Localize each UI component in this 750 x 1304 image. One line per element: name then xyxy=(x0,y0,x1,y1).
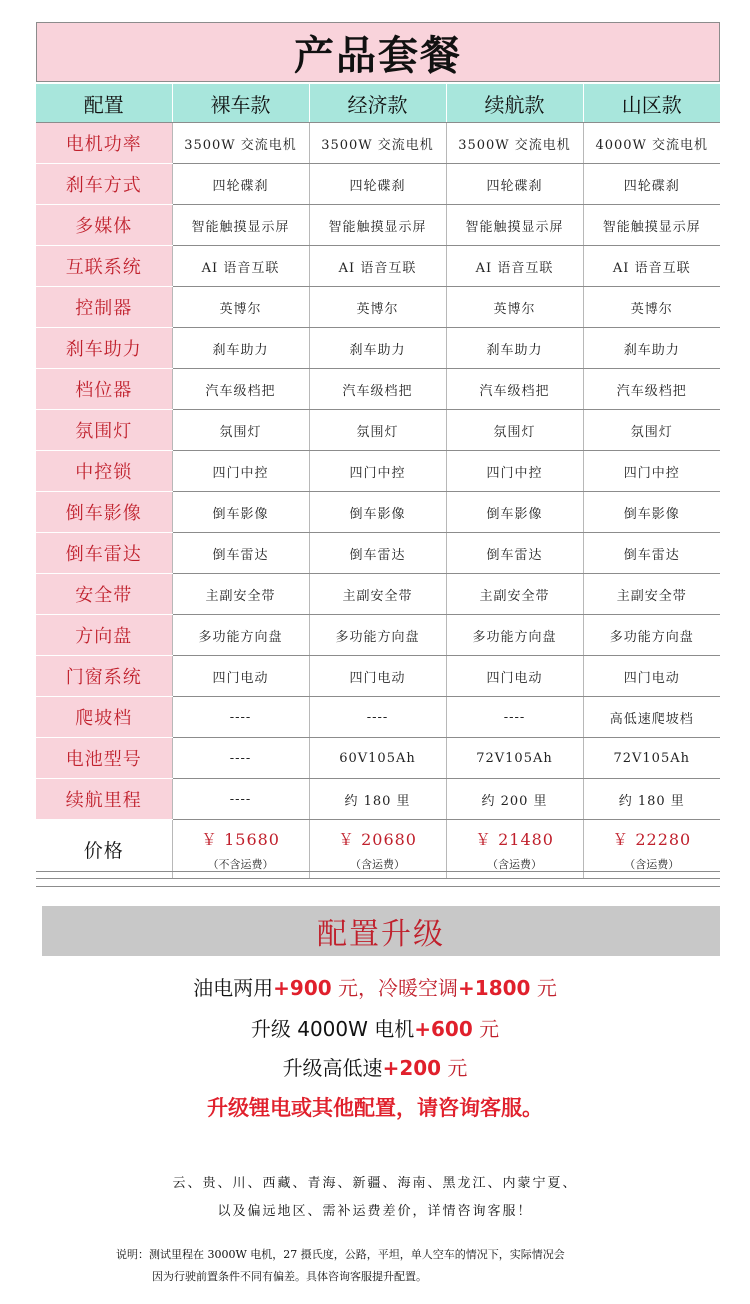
row-label: 门窗系统 xyxy=(36,656,172,697)
upgrade-price: +1800 xyxy=(458,976,531,1000)
row-label: 倒车雷达 xyxy=(36,533,172,574)
table-cell: 英博尔 xyxy=(583,287,720,328)
table-cell: 四轮碟刹 xyxy=(172,164,309,205)
divider-line xyxy=(36,886,720,887)
table-cell: 约 180 里 xyxy=(583,779,720,820)
table-cell: 汽车级档把 xyxy=(446,369,583,410)
table-cell: ---- xyxy=(172,779,309,820)
table-cell: 约 180 里 xyxy=(309,779,446,820)
upgrade-text: 元，冷暖空调 xyxy=(331,976,459,1000)
header-range: 续航款 xyxy=(446,84,583,123)
table-cell: 氛围灯 xyxy=(446,410,583,451)
price-note: （含运费） xyxy=(350,857,405,871)
table-header-row xyxy=(36,84,720,123)
table-cell: 四轮碟刹 xyxy=(446,164,583,205)
table-cell: ---- xyxy=(172,738,309,779)
price-label: 价格 xyxy=(36,820,172,879)
table-row xyxy=(36,123,720,164)
table-cell: 智能触摸显示屏 xyxy=(446,205,583,246)
table-cell: 主副安全带 xyxy=(309,574,446,615)
upgrade-line-3 xyxy=(0,1052,750,1081)
table-cell: 72V105Ah xyxy=(446,738,583,779)
header-config: 配置 xyxy=(36,84,172,123)
price-value: ￥ 15680 xyxy=(201,829,280,849)
table-cell: 英博尔 xyxy=(172,287,309,328)
table-cell: 英博尔 xyxy=(446,287,583,328)
upgrade-text: 元 xyxy=(530,976,557,1000)
table-row xyxy=(36,369,720,410)
footnote-2: 因为行驶前置条件不同有偏差。具体咨询客服提升配置。 xyxy=(152,1270,427,1283)
table-cell: 3500W 交流电机 xyxy=(309,123,446,164)
table-cell: 四门中控 xyxy=(172,451,309,492)
upgrade-line-2 xyxy=(0,1013,750,1042)
table-row xyxy=(36,533,720,574)
table-cell: 刹车助力 xyxy=(583,328,720,369)
table-cell: 72V105Ah xyxy=(583,738,720,779)
row-label: 控制器 xyxy=(36,287,172,328)
table-cell: 氛围灯 xyxy=(583,410,720,451)
price-note: （含运费） xyxy=(487,857,542,871)
price-cell xyxy=(172,820,309,879)
upgrade-line-4: 升级锂电或其他配置，请咨询客服。 xyxy=(207,1096,543,1120)
table-cell: 多功能方向盘 xyxy=(446,615,583,656)
upgrade-text: 元 xyxy=(441,1056,468,1080)
table-cell: 多功能方向盘 xyxy=(172,615,309,656)
region-note-2: 以及偏远地区、需补运费差价，详情咨询客服！ xyxy=(217,1204,533,1219)
table-row xyxy=(36,451,720,492)
table-cell: 刹车助力 xyxy=(172,328,309,369)
table-cell: 刹车助力 xyxy=(309,328,446,369)
table-cell: 四门中控 xyxy=(446,451,583,492)
table-cell: AI 语音互联 xyxy=(172,246,309,287)
price-cell xyxy=(309,820,446,879)
table-cell: 高低速爬坡档 xyxy=(583,697,720,738)
table-cell: ---- xyxy=(172,697,309,738)
table-row xyxy=(36,615,720,656)
price-cell xyxy=(446,820,583,879)
upgrade-text: 油电两用 xyxy=(193,976,274,1000)
row-label: 多媒体 xyxy=(36,205,172,246)
table-cell: 智能触摸显示屏 xyxy=(309,205,446,246)
price-value: ￥ 21480 xyxy=(475,829,554,849)
table-cell: 智能触摸显示屏 xyxy=(172,205,309,246)
table-cell: 四门电动 xyxy=(172,656,309,697)
footnote-1: 说明：测试里程在 3000W 电机，27 摄氏度，公路，平坦，单人空车的情况下，实际情况会 xyxy=(116,1248,565,1261)
upgrade-line-1 xyxy=(0,972,750,1001)
table-cell: 主副安全带 xyxy=(446,574,583,615)
price-value: ￥ 20680 xyxy=(338,829,417,849)
table-row xyxy=(36,287,720,328)
table-cell: 多功能方向盘 xyxy=(583,615,720,656)
row-label: 电机功率 xyxy=(36,123,172,164)
table-cell: 倒车影像 xyxy=(309,492,446,533)
header-mountain: 山区款 xyxy=(583,84,720,123)
row-label: 刹车方式 xyxy=(36,164,172,205)
row-label: 安全带 xyxy=(36,574,172,615)
table-cell: 倒车雷达 xyxy=(446,533,583,574)
table-cell: 3500W 交流电机 xyxy=(172,123,309,164)
table-cell: ---- xyxy=(446,697,583,738)
upgrade-text: 升级 4000W 电机 xyxy=(250,1017,415,1041)
table-cell: 汽车级档把 xyxy=(309,369,446,410)
table-cell: 主副安全带 xyxy=(583,574,720,615)
table-row xyxy=(36,410,720,451)
price-value: ￥ 22280 xyxy=(612,829,692,849)
row-label: 氛围灯 xyxy=(36,410,172,451)
table-cell: 倒车影像 xyxy=(446,492,583,533)
table-cell: 氛围灯 xyxy=(172,410,309,451)
row-label: 倒车影像 xyxy=(36,492,172,533)
row-label: 中控锁 xyxy=(36,451,172,492)
row-label: 续航里程 xyxy=(36,779,172,820)
table-cell: 氛围灯 xyxy=(309,410,446,451)
page-title: 产品套餐 xyxy=(36,22,720,82)
table-cell: 多功能方向盘 xyxy=(309,615,446,656)
table-cell: ---- xyxy=(309,697,446,738)
upgrade-price: +600 xyxy=(414,1017,473,1041)
table-cell: 四轮碟刹 xyxy=(309,164,446,205)
upgrade-text: 元 xyxy=(472,1017,500,1041)
table-row xyxy=(36,164,720,205)
price-note: （不含运费） xyxy=(207,857,274,871)
table-cell: 汽车级档把 xyxy=(583,369,720,410)
table-cell: 4000W 交流电机 xyxy=(583,123,720,164)
row-label: 方向盘 xyxy=(36,615,172,656)
table-cell: AI 语音互联 xyxy=(446,246,583,287)
row-label: 刹车助力 xyxy=(36,328,172,369)
row-label: 互联系统 xyxy=(36,246,172,287)
upgrade-price: +900 xyxy=(273,976,332,1000)
table-cell: 约 200 里 xyxy=(446,779,583,820)
table-cell: 英博尔 xyxy=(309,287,446,328)
upgrade-price: +200 xyxy=(382,1056,442,1080)
upgrade-text: 升级高低速 xyxy=(282,1056,383,1080)
table-row xyxy=(36,328,720,369)
header-bare: 裸车款 xyxy=(172,84,309,123)
price-cell xyxy=(583,820,720,879)
table-cell: 四门电动 xyxy=(446,656,583,697)
table-cell: 倒车影像 xyxy=(583,492,720,533)
upgrade-title: 配置升级 xyxy=(42,906,720,956)
table-cell: 四门中控 xyxy=(309,451,446,492)
region-note-1: 云、贵、川、西藏、青海、新疆、海南、黑龙江、内蒙宁夏、 xyxy=(172,1176,578,1191)
table-row xyxy=(36,574,720,615)
table-cell: 倒车影像 xyxy=(172,492,309,533)
divider-line xyxy=(36,871,720,872)
table-row xyxy=(36,779,720,820)
spec-table xyxy=(36,84,720,879)
row-label: 爬坡档 xyxy=(36,697,172,738)
table-cell: 倒车雷达 xyxy=(309,533,446,574)
row-label: 电池型号 xyxy=(36,738,172,779)
table-row xyxy=(36,697,720,738)
table-cell: 四轮碟刹 xyxy=(583,164,720,205)
header-economy: 经济款 xyxy=(309,84,446,123)
table-cell: 60V105Ah xyxy=(309,738,446,779)
price-row xyxy=(36,820,720,879)
table-cell: 四门电动 xyxy=(309,656,446,697)
table-cell: 主副安全带 xyxy=(172,574,309,615)
table-cell: 四门电动 xyxy=(583,656,720,697)
table-cell: 四门中控 xyxy=(583,451,720,492)
table-cell: 3500W 交流电机 xyxy=(446,123,583,164)
table-row xyxy=(36,246,720,287)
price-note: （含运费） xyxy=(624,857,680,871)
table-row xyxy=(36,205,720,246)
table-cell: 倒车雷达 xyxy=(583,533,720,574)
table-cell: 汽车级档把 xyxy=(172,369,309,410)
table-row xyxy=(36,492,720,533)
row-label: 档位器 xyxy=(36,369,172,410)
table-row xyxy=(36,656,720,697)
table-cell: 刹车助力 xyxy=(446,328,583,369)
table-cell: 智能触摸显示屏 xyxy=(583,205,720,246)
table-row xyxy=(36,738,720,779)
table-cell: 倒车雷达 xyxy=(172,533,309,574)
table-cell: AI 语音互联 xyxy=(309,246,446,287)
table-cell: AI 语音互联 xyxy=(583,246,720,287)
